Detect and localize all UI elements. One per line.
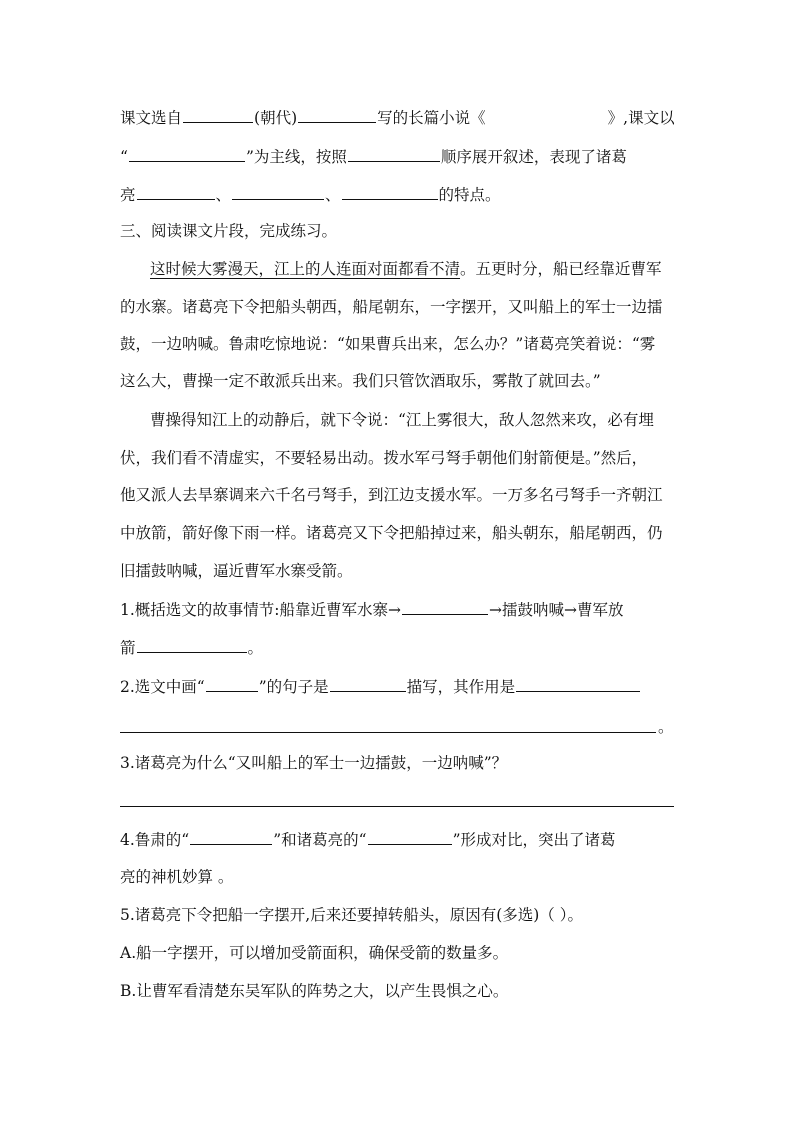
passage-p1-line-3: 鼓，一边呐喊。鲁肃吃惊地说：“如果曹兵出来，怎么办？”诸葛亮笑着说：“雾 (120, 335, 656, 353)
option-a[interactable]: A.船一字摆开，可以增加受箭面积，确保受箭的数量多。 (120, 944, 509, 962)
blank-q4-lusu[interactable] (190, 828, 272, 845)
text: 4.鲁肃的“ (120, 831, 190, 849)
text: “ (120, 148, 128, 166)
blank-q4-zhuge[interactable] (368, 828, 452, 845)
text: ”形成对比，突出了诸葛 (452, 831, 616, 849)
text: 》,课文以 (607, 109, 675, 127)
blank-q1-end[interactable] (137, 636, 247, 653)
blank-trait-3[interactable] (342, 183, 438, 200)
underlined-sentence: 这时候大雾漫天，江上的人连面对面都看不清 (150, 260, 461, 278)
blank-dynasty[interactable] (183, 106, 253, 123)
blank-q1-step[interactable] (402, 598, 488, 615)
fill-line-1 (120, 106, 675, 129)
passage-p1-line-1 (150, 258, 662, 280)
text: 描写，其作用是 (406, 678, 516, 696)
text: ”的句子是 (258, 678, 329, 696)
question-3: 3.诸葛亮为什么“又叫船上的军士一边擂鼓，一边呐喊”？ (120, 754, 508, 772)
text: 。五更时分，船已经靠近曹军 (460, 260, 662, 278)
passage-p1-line-2: 的水寨。诸葛亮下令把船头朝西，船尾朝东，一字摆开，又叫船上的军士一边擂 (120, 298, 663, 316)
text: 1.概括选文的故事情节:船靠近曹军水寨→ (120, 601, 401, 619)
q2-period: 。 (658, 718, 674, 736)
question-4-line-2: 亮的神机妙算 。 (120, 868, 234, 886)
passage-p2-line-5: 旧擂鼓呐喊，逼近曹军水寨受箭。 (120, 562, 353, 580)
blank-order[interactable] (348, 145, 440, 162)
question-4-line-1 (120, 828, 616, 851)
text: 顺序展开叙述，表现了诸葛 (440, 148, 627, 166)
option-b[interactable]: B.让曹军看清楚东吴军队的阵势之大，以产生畏惧之心。 (120, 982, 509, 1000)
question-5: 5.诸葛亮下令把船一字摆开,后来还要掉转船头，原因有(多选)（ ）。 (120, 906, 583, 924)
question-1-line-1 (120, 598, 623, 621)
text: 2.选文中画“ (120, 678, 205, 696)
blank-q2-sentence[interactable] (206, 675, 258, 692)
fill-line-2 (120, 145, 627, 168)
section-heading: 三、阅读课文片段，完成练习。 (120, 222, 338, 240)
passage-p2-line-4: 中放箭，箭好像下雨一样。诸葛亮又下令把船掉过来，船头朝东，船尾朝西，仍 (120, 524, 663, 542)
question-2-line-1 (120, 675, 641, 698)
text: 写的长篇小说《 (377, 109, 486, 127)
text: 箭 (120, 639, 136, 657)
passage-p2-line-1: 曹操得知江上的动静后，就下令说：“江上雾很大，敌人忽然来攻，必有埋 (150, 411, 654, 429)
blank-trait-1[interactable] (137, 183, 215, 200)
text: (朝代) (254, 109, 298, 127)
passage-p2-line-2: 伏，我们看不清虚实，不要轻易出动。拨水军弓弩手朝他们射箭便是。”然后， (120, 449, 648, 467)
question-1-line-2 (120, 636, 263, 659)
text: 。 (247, 639, 264, 657)
passage-p2-line-3: 他又派人去旱寨调来六千名弓弩手，到江边支援水军。一万多名弓弩手一齐朝江 (120, 486, 663, 504)
answer-line-q3[interactable] (120, 806, 674, 807)
text: 、 (325, 186, 341, 204)
text: 、 (215, 186, 232, 204)
text: 课文选自 (120, 109, 183, 127)
passage-p1-line-4: 这么大，曹操一定不敢派兵出来。我们只管饮酒取乐，雾散了就回去。” (120, 372, 601, 390)
text: →擂鼓呐喊→曹军放 (489, 601, 624, 619)
text: 亮 (120, 186, 136, 204)
text: ”为主线，按照 (245, 148, 347, 166)
answer-line-q2[interactable] (120, 732, 656, 733)
blank-q2-effect[interactable] (516, 675, 640, 692)
blank-author[interactable] (298, 106, 376, 123)
blank-trait-2[interactable] (232, 183, 324, 200)
blank-q2-type[interactable] (330, 675, 406, 692)
text: 的特点。 (438, 186, 501, 204)
text: ”和诸葛亮的“ (273, 831, 367, 849)
blank-main-thread[interactable] (129, 145, 245, 162)
fill-line-3 (120, 183, 501, 206)
